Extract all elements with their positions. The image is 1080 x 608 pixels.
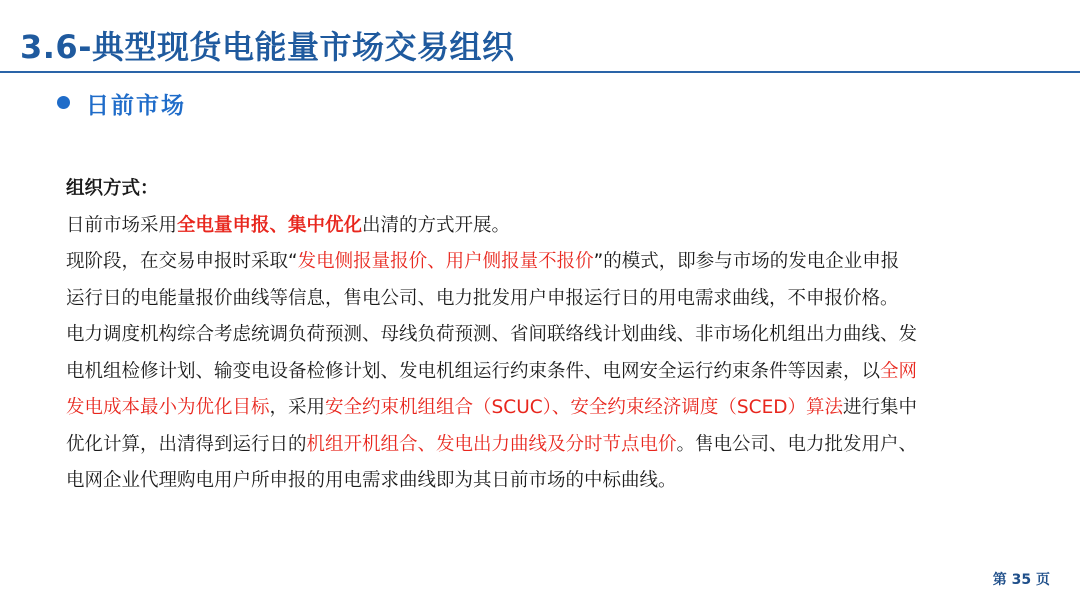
paragraph-1 (66, 208, 1016, 245)
paragraph-3-line-4-text-c: 。售电公司、电力批发用户、 (676, 433, 918, 455)
paragraph-3-line-3 (66, 390, 1016, 427)
paragraph-2-line-2: 运行日的电能量报价曲线等信息，售电公司、电力批发用户申报运行日的用电需求曲线，不申报价格。 (66, 287, 899, 309)
paragraph-1-text-c: 出清的方式开展。 (362, 214, 511, 236)
paragraph-1-highlight: 全电量申报、集中优化 (177, 214, 363, 236)
body-text (66, 171, 1016, 500)
paragraph-2-highlight: 发电侧报量报价、用户侧报量不报价 (297, 251, 594, 272)
page-number: 第 35 页 (992, 572, 1050, 588)
paragraph-3-line-3-highlight-c: 安全约束机组组合（SCUC）、安全约束经济调度（SCED）算法 (325, 397, 843, 418)
paragraph-3-line-3-highlight-a: 发电成本最小为优化目标 (66, 397, 270, 418)
paragraph-2-text-c: ”的模式，即参与市场的发电企业申报 (593, 251, 900, 272)
title-divider (0, 71, 1080, 73)
section-heading: 日前市场 (86, 93, 186, 119)
paragraph-3-line-4-highlight: 机组开机组合、发电出力曲线及分时节点电价 (306, 433, 677, 455)
paragraph-1-text-a: 日前市场采用 (66, 214, 178, 236)
slide-title: 3.6-典型现货电能量市场交易组织 (20, 28, 515, 66)
paragraph-3-line-1: 电力调度机构综合考虑统调负荷预测、母线负荷预测、省间联络线计划曲线、非市场化机组出力曲线、发 (66, 324, 918, 345)
paragraph-2-text-a: 现阶段，在交易申报时采取“ (66, 251, 298, 272)
paragraph-3-line-2 (66, 354, 1016, 391)
paragraph-3-line-2-text: 电机组检修计划、输变电设备检修计划、发电机组运行约束条件、电网安全运行约束条件等因素，以 (66, 360, 881, 382)
content-heading: 组织方式： (66, 178, 159, 199)
paragraph-3-line-4 (66, 427, 1016, 464)
paragraph-3-line-3-text-d: 进行集中 (843, 397, 918, 418)
paragraph-3-line-3-text-b: ，采用 (269, 397, 326, 418)
paragraph-3-line-2-highlight: 全网 (880, 360, 918, 382)
paragraph-3-line-4-text-a: 优化计算，出清得到运行日的 (66, 433, 307, 455)
bullet-dot-icon (57, 96, 70, 109)
paragraph-2-line-1 (66, 244, 1016, 281)
paragraph-3-line-5: 电网企业代理购电用户所申报的用电需求曲线即为其日前市场的中标曲线。 (66, 470, 677, 491)
